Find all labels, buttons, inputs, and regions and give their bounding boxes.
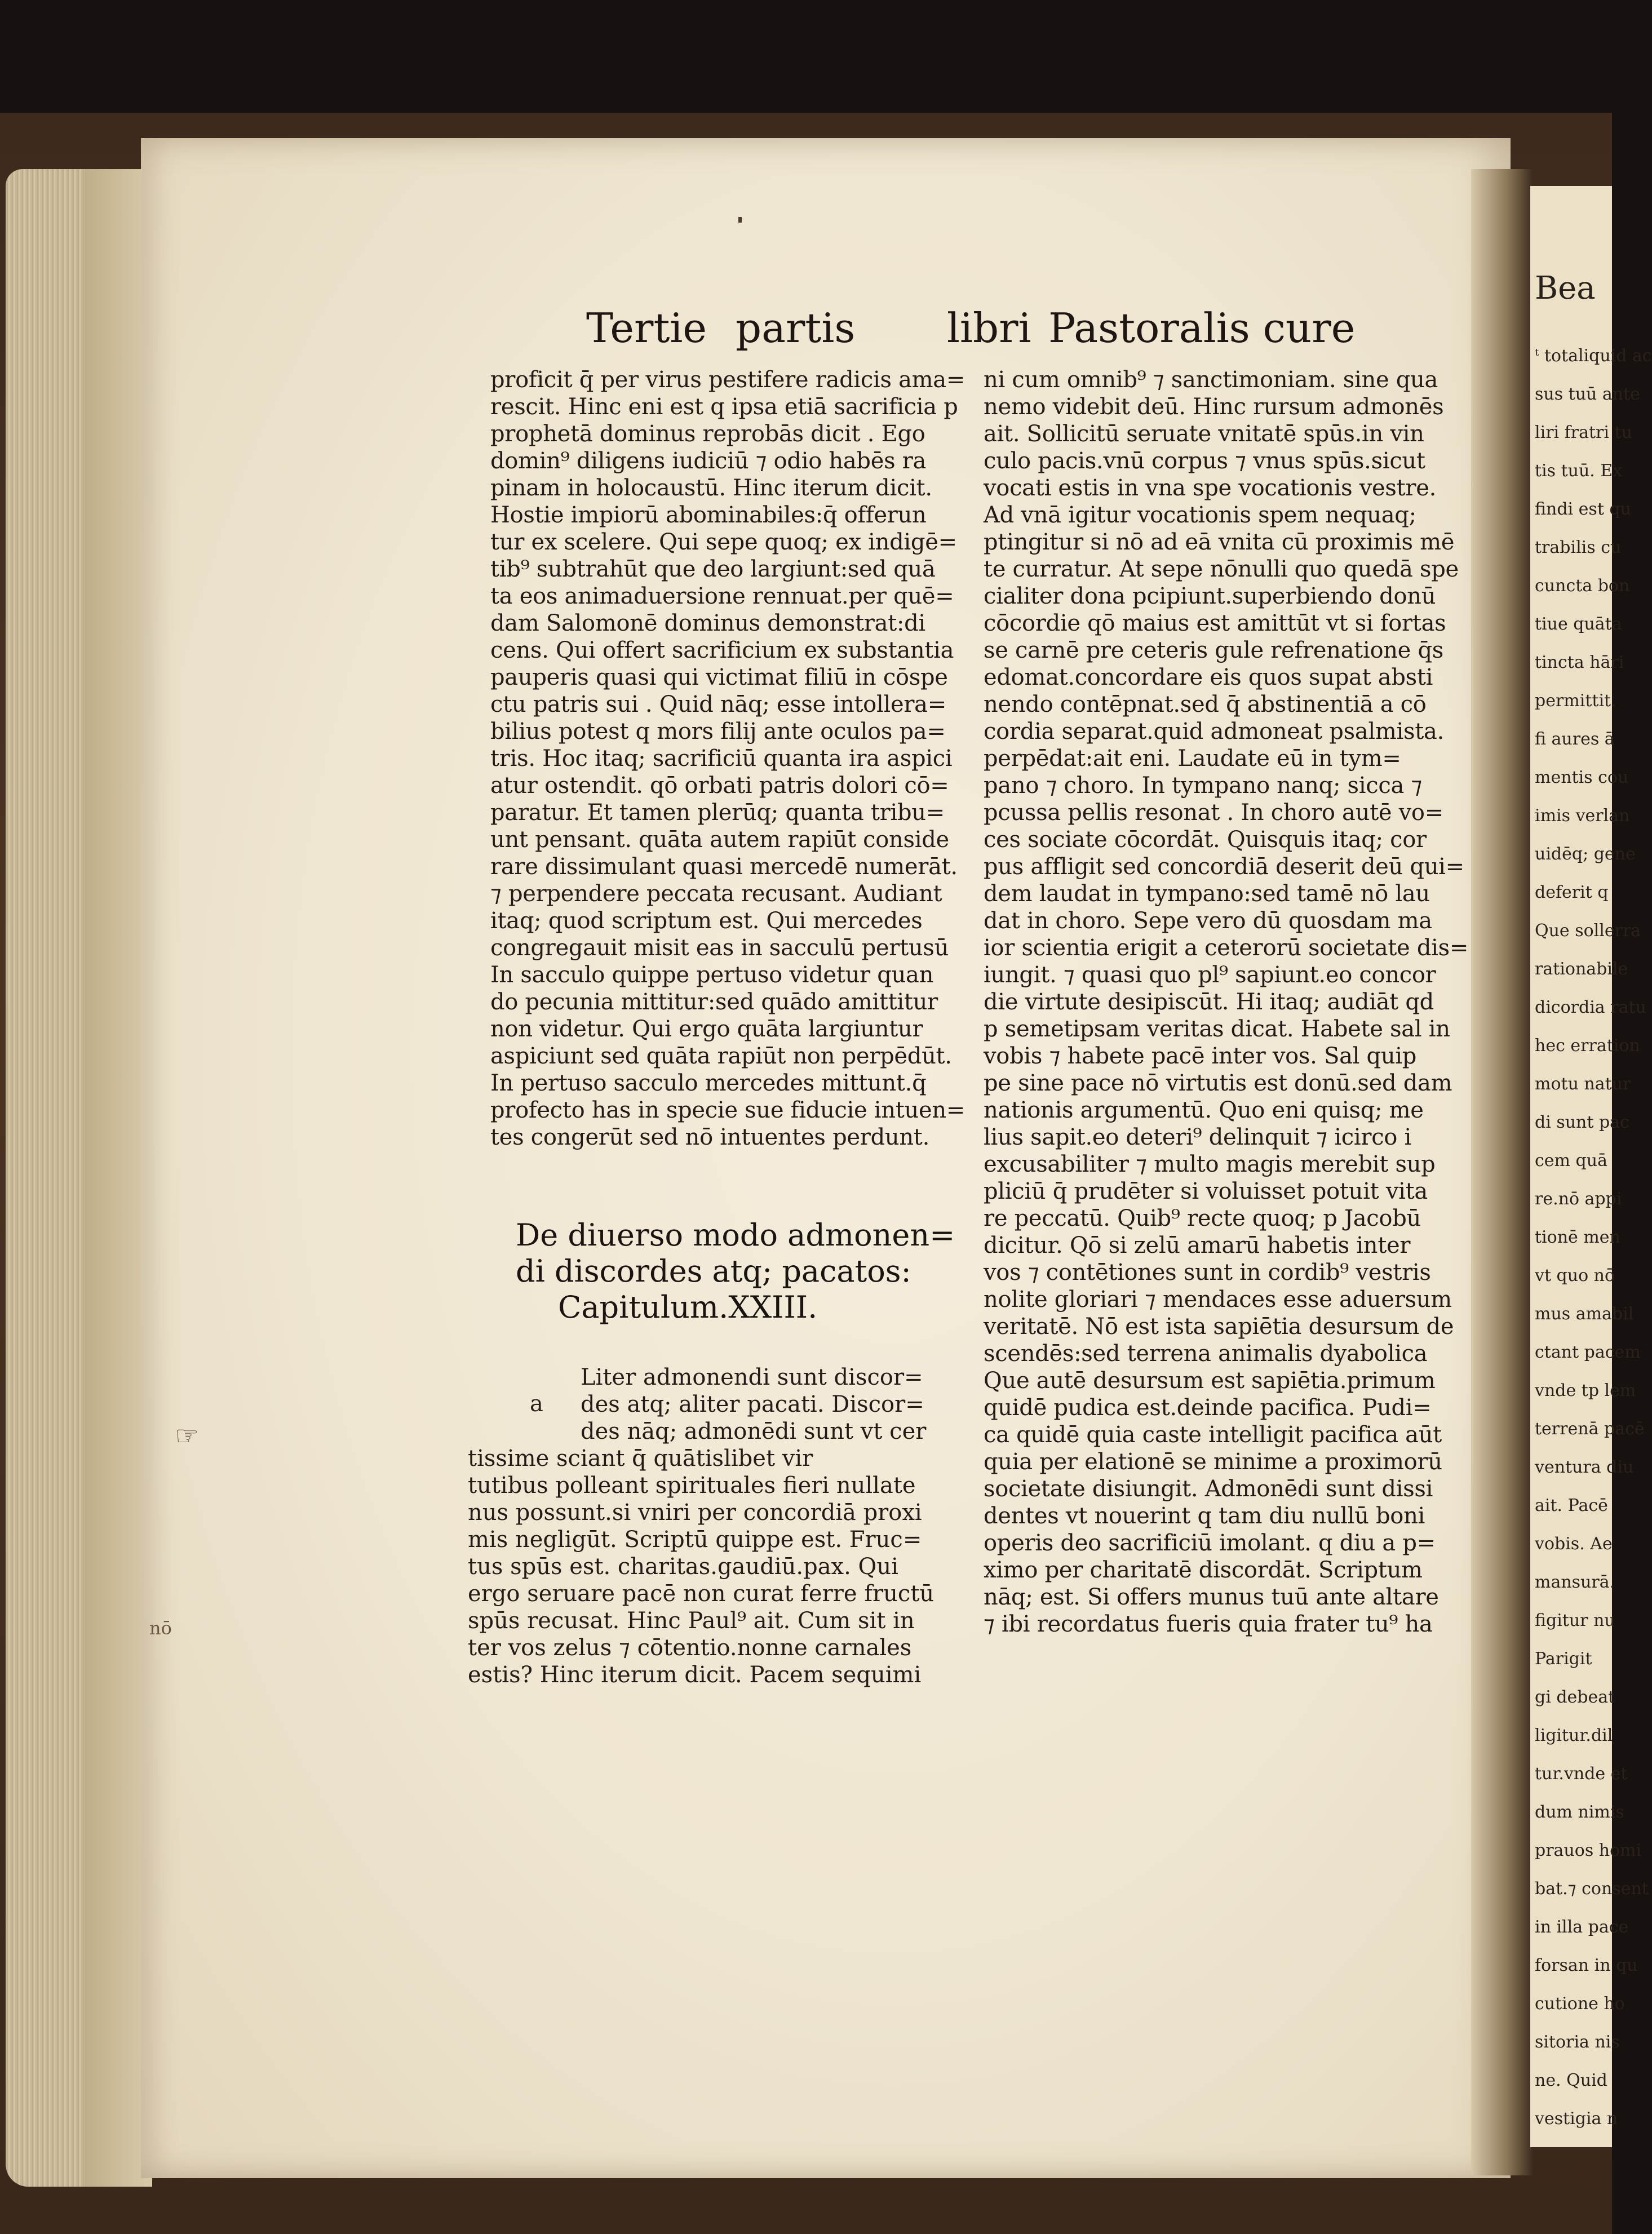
text-line: profecto has in specie sue fiducie intuen= <box>490 1097 965 1123</box>
text-line: ca quidē quia caste intelligit pacifica aūt <box>984 1422 1442 1448</box>
right-page-line: findi est qu <box>1535 499 1631 519</box>
right-page-line: in illa pace <box>1535 1917 1629 1937</box>
text-line: domin⁹ diligens iudiciū ⁊ odio habēs ra <box>490 448 927 474</box>
text-line: paratur. Et tamen plerūq; quanta tribu= <box>490 800 945 826</box>
chapter-heading-line: De diuerso modo admonen= <box>516 1217 955 1253</box>
right-page-line: ne. Quid <box>1535 2071 1607 2090</box>
text-line: nus possunt.si vniri per concordiā proxi <box>468 1500 922 1526</box>
right-page-line: tur.vnde et <box>1535 1764 1628 1784</box>
text-line: bilius potest q mors filij ante oculos pa= <box>490 719 946 744</box>
text-line: Hostie impiorū abominabiles:q̄ offerun <box>490 502 927 528</box>
text-line: pus affligit sed concordiā deserit deū qui= <box>984 854 1464 880</box>
text-line: des nāq; admonēdi sunt vt cer <box>581 1419 927 1444</box>
text-line: congregauit misit eas in sacculū pertusū <box>490 935 949 961</box>
text-line: ptingitur si nō ad eā vnita cū proximis mē <box>984 529 1455 555</box>
text-line: ergo seruare pacē non curat ferre fructū <box>468 1581 934 1607</box>
right-page-line: dicordia ratu <box>1535 998 1646 1017</box>
text-line: vocati estis in vna spe vocationis vestre. <box>984 475 1436 501</box>
text-line: cordia separat.quid admoneat psalmista. <box>984 719 1444 744</box>
text-line: Ad vnā igitur vocationis spem nequaq; <box>984 502 1416 528</box>
right-page-line: Que sollerra <box>1535 921 1641 941</box>
text-line: te curratur. At sepe nōnulli quo quedā spe <box>984 556 1459 582</box>
right-page-line: mentis cou <box>1535 768 1629 787</box>
text-line: perpēdat:ait eni. Laudate eū in tym= <box>984 746 1401 772</box>
text-line: veritatē. Nō est ista sapiētia desursum de <box>984 1314 1454 1340</box>
right-page-line: mansurā. <box>1535 1572 1615 1592</box>
running-head-part: Tertie <box>586 304 707 352</box>
text-line: societate disiungit. Admonēdi sunt dissi <box>984 1476 1433 1502</box>
right-page-line: permittit. <box>1535 691 1616 711</box>
text-line: do pecunia mittitur:sed quādo amittitur <box>490 989 938 1015</box>
right-page-line: rationabile <box>1535 959 1628 979</box>
text-line: pauperis quasi qui victimat filiū in cōspe <box>490 664 948 690</box>
text-line: nāq; est. Si offers munus tuū ante altare <box>984 1584 1439 1610</box>
right-page-line: gi debeat <box>1535 1687 1615 1707</box>
text-line: ter vos zelus ⁊ cōtentio.nonne carnales <box>468 1635 912 1661</box>
text-line: tib⁹ subtrahūt que deo largiunt:sed quā <box>490 556 936 582</box>
text-line: ximo per charitatē discordāt. Scriptum <box>984 1557 1423 1583</box>
right-page-line: ctant pacem <box>1535 1342 1641 1362</box>
right-page-line: sitoria nis <box>1535 2032 1620 2052</box>
right-page-line: ligitur.dil <box>1535 1726 1613 1745</box>
right-page-line: ait. Pacē <box>1535 1496 1608 1515</box>
text-line: ⁊ perpendere peccata recusant. Audiant <box>490 881 942 907</box>
margin-note: nō <box>149 1617 172 1639</box>
right-page-line: vestigia n <box>1535 2109 1618 2129</box>
text-line: tur ex scelere. Qui sepe quoq; ex indigē= <box>490 529 957 555</box>
right-page-line: uidēq; gene <box>1535 844 1636 864</box>
text-line: edomat.concordare eis quos supat absti <box>984 664 1433 690</box>
text-line: dentes vt nouerint q tam diu nullū boni <box>984 1503 1425 1529</box>
text-line: pliciū q̄ prudēter si voluisset potuit vita <box>984 1178 1428 1204</box>
text-line: spūs recusat. Hinc Paul⁹ ait. Cum sit in <box>468 1608 915 1634</box>
text-line: Liter admonendi sunt discor= <box>581 1364 923 1390</box>
text-line: des atq; aliter pacati. Discor= <box>581 1391 924 1417</box>
text-line: Que autē desursum est sapiētia.primum <box>984 1368 1436 1394</box>
right-page-line: prauos homi <box>1535 1841 1642 1860</box>
running-head-title: Pastoralis cure <box>1048 304 1356 352</box>
text-line: tris. Hoc itaq; sacrificiū quanta ira aspici <box>490 746 953 772</box>
text-line: lius sapit.eo deteri⁹ delinquit ⁊ icirco i <box>984 1124 1411 1150</box>
text-line: tes congerūt sed nō intuentes perdunt. <box>490 1124 929 1150</box>
text-line: re peccatū. Quib⁹ recte quoq; p Jacobū <box>984 1205 1421 1231</box>
text-line: iungit. ⁊ quasi quo pl⁹ sapiunt.eo concor <box>984 962 1436 988</box>
text-line: proficit q̄ per virus pestifere radicis ama= <box>490 367 965 393</box>
text-line: scendēs:sed terrena animalis dyabolica <box>984 1341 1428 1367</box>
text-line: vobis ⁊ habete pacē inter vos. Sal quip <box>984 1043 1417 1069</box>
right-page-line: ventura diu <box>1535 1457 1634 1477</box>
text-line: cialiter dona pcipiunt.superbiendo donū <box>984 583 1436 609</box>
text-line: tus spūs est. charitas.gaudiū.pax. Qui <box>468 1554 898 1580</box>
text-line: ctu patris sui . Quid nāq; esse intollera= <box>490 692 946 717</box>
right-page-line: tincta hāri <box>1535 653 1624 672</box>
text-line: dem laudat in tympano:sed tamē nō lau <box>984 881 1430 907</box>
text-line: itaq; quod scriptum est. Qui mercedes <box>490 908 923 934</box>
right-page-line: ᵗ totaliquid ac <box>1535 346 1652 366</box>
right-page-line: forsan in qu <box>1535 1956 1638 1975</box>
text-line: tissime sciant q̄ quātislibet vir <box>468 1446 813 1471</box>
right-page-line: cem quā <box>1535 1151 1607 1171</box>
right-page-line: tiue quāta <box>1535 614 1622 634</box>
right-page-line: dum nimis <box>1535 1802 1624 1822</box>
right-page-line: liri fratri tu <box>1535 423 1632 442</box>
text-line: ces sociate cōcordāt. Quisquis itaq; cor <box>984 827 1427 853</box>
text-line: aspiciunt sed quāta rapiūt non perpēdūt. <box>490 1043 952 1069</box>
text-line: mis negligūt. Scriptū quippe est. Fruc= <box>468 1527 922 1553</box>
left-paragraph <box>468 1364 964 1688</box>
right-page-line: Parigit <box>1535 1649 1592 1669</box>
running-head-libri: libri <box>947 304 1031 352</box>
margin-letter: a <box>530 1391 543 1417</box>
text-line: nationis argumentū. Quo eni quisq; me <box>984 1097 1424 1123</box>
right-page-line: motu natur <box>1535 1074 1631 1094</box>
text-line: die virtute desipiscūt. Hi itaq; audiāt qd <box>984 989 1434 1015</box>
text-line: estis? Hinc iterum dicit. Pacem sequimi <box>468 1662 922 1688</box>
text-line: In sacculo quippe pertuso videtur quan <box>490 962 934 988</box>
right-page-line: terrenā pacē <box>1535 1419 1645 1439</box>
text-line: dam Salomonē dominus demonstrat:di <box>490 610 925 636</box>
text-line: pinam in holocaustū. Hinc iterum dicit. <box>490 475 932 501</box>
chapter-heading-line: di discordes atq; pacatos: <box>516 1253 911 1289</box>
right-page-line: tis tuū. Ex <box>1535 461 1623 481</box>
chapter-heading <box>516 1217 955 1326</box>
text-line: ait. Sollicitū seruate vnitatē spūs.in vin <box>984 421 1424 447</box>
right-page-line: bat.⁊ consent <box>1535 1879 1649 1899</box>
right-page-line: figitur nu <box>1535 1611 1615 1630</box>
text-line: ⁊ ibi recordatus fueris quia frater tu⁹ ha <box>984 1611 1433 1637</box>
text-line: p semetipsam veritas dicat. Habete sal in <box>984 1016 1450 1042</box>
text-line: ta eos animaduersione rennuat.per quē= <box>490 583 954 609</box>
right-page-line: di sunt pac <box>1535 1112 1629 1132</box>
text-line: atur ostendit. qō orbati patris dolori cō= <box>490 773 949 799</box>
right-page-line: deferit q <box>1535 883 1609 902</box>
right-page-line: vt quo nō <box>1535 1266 1615 1286</box>
ink-speck <box>738 217 742 223</box>
text-line: prophetā dominus reprobās dicit . Ego <box>490 421 925 447</box>
text-line: culo pacis.vnū corpus ⁊ vnus spūs.sicut <box>984 448 1425 474</box>
text-line: rescit. Hinc eni est q ipsa etiā sacrificia p <box>490 394 958 420</box>
text-line: pcussa pellis resonat . In choro autē vo= <box>984 800 1443 826</box>
right-page-line: cuncta bon <box>1535 576 1630 596</box>
right-page-line: re.nō appi <box>1535 1189 1622 1209</box>
text-line: dat in choro. Sepe vero dū quosdam ma <box>984 908 1432 934</box>
right-page-line: fi aures ā <box>1535 729 1615 749</box>
text-line: tutibus polleant spirituales fieri nullate <box>468 1473 916 1499</box>
right-page-line: vobis. Ae <box>1535 1534 1613 1554</box>
text-line: In pertuso sacculo mercedes mittunt.q̄ <box>490 1070 927 1096</box>
text-line: pano ⁊ choro. In tympano nanq; sicca ⁊ <box>984 773 1423 799</box>
right-page-line: Bea <box>1535 270 1596 307</box>
pointing-hand-mark: ☞ <box>175 1420 200 1452</box>
right-page-line: imis verlan <box>1535 806 1630 826</box>
right-page-line: trabilis cu <box>1535 538 1622 557</box>
book-gutter <box>1471 169 1533 2175</box>
right-page-line: vnde tp lem <box>1535 1381 1636 1400</box>
text-line: excusabiliter ⁊ multo magis merebit sup <box>984 1151 1436 1177</box>
text-line: nolite gloriari ⁊ mendaces esse aduersum <box>984 1287 1452 1313</box>
text-line: cōcordie qō maius est amittūt vt si fortas <box>984 610 1446 636</box>
text-line: quidē pudica est.deinde pacifica. Pudi= <box>984 1395 1432 1421</box>
text-line: cens. Qui offert sacrificium ex substantia <box>490 637 954 663</box>
text-line: nendo contēpnat.sed q̄ abstinentiā a cō <box>984 692 1427 717</box>
right-page-line: tionē men <box>1535 1227 1620 1247</box>
right-page-line: sus tuū ante <box>1535 384 1640 404</box>
text-line: vos ⁊ contētiones sunt in cordib⁹ vestris <box>984 1260 1431 1286</box>
text-line: rare dissimulant quasi mercedē numerāt. <box>490 854 958 880</box>
text-line: nemo videbit deū. Hinc rursum admonēs <box>984 394 1444 420</box>
text-line: se carnē pre ceteris gule refrenatione q̄s <box>984 637 1444 663</box>
text-line: quia per elationē se minime a proximorū <box>984 1449 1442 1475</box>
text-line: operis deo sacrificiū imolant. q diu a p= <box>984 1530 1436 1556</box>
text-line: ior scientia erigit a ceterorū societate dis= <box>984 935 1469 961</box>
text-line: pe sine pace nō virtutis est donū.sed dam <box>984 1070 1452 1096</box>
right-page-line: cutione ho <box>1535 1994 1625 2014</box>
text-line: non videtur. Qui ergo quāta largiuntur <box>490 1016 923 1042</box>
text-line: ni cum omnib⁹ ⁊ sanctimoniam. sine qua <box>984 367 1438 393</box>
running-head <box>586 304 1375 366</box>
right-page-line: mus amabil <box>1535 1304 1634 1324</box>
right-page-fragment <box>1530 186 1652 2147</box>
text-line: dicitur. Qō si zelū amarū habetis inter <box>984 1233 1411 1258</box>
text-line: unt pensant. quāta autem rapiūt conside <box>490 827 949 853</box>
right-column-text <box>984 366 1469 1638</box>
running-head-partis: partis <box>736 304 856 352</box>
chapter-number: Capitulum.XXIII. <box>558 1289 818 1325</box>
left-column-text <box>490 366 964 1151</box>
right-page-line: hec erration <box>1535 1036 1640 1056</box>
